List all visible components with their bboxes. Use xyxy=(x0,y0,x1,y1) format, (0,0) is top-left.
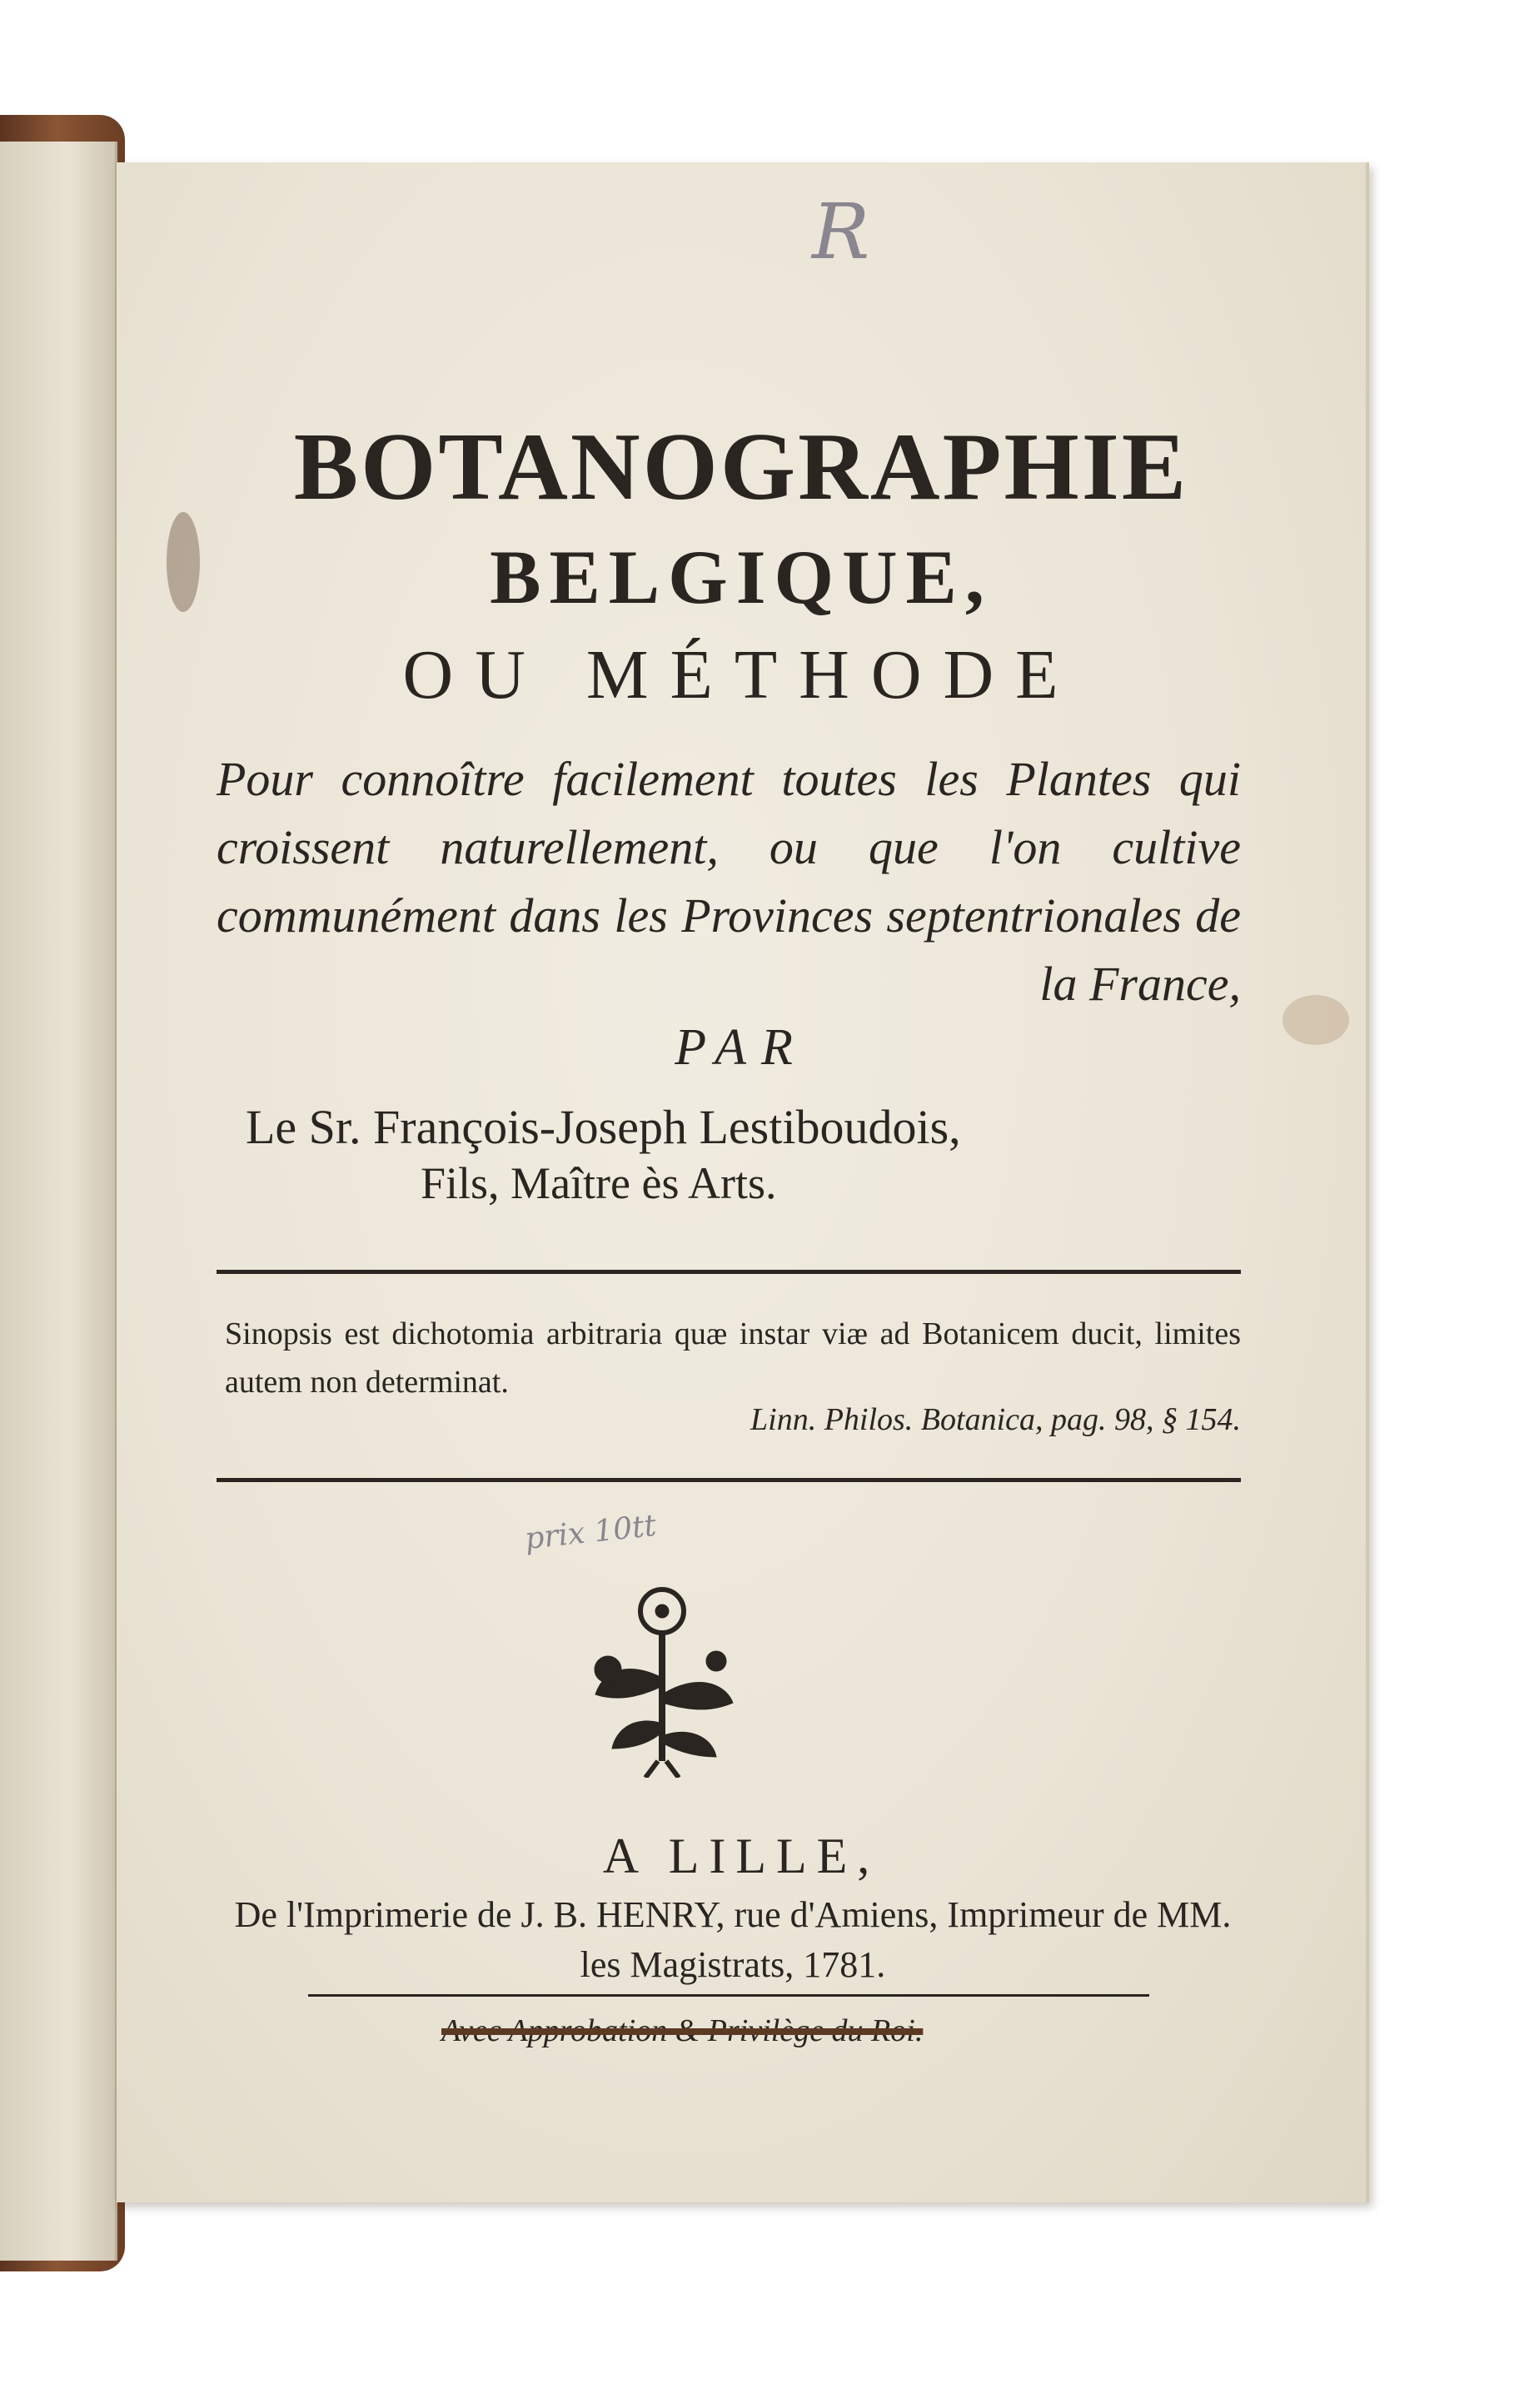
flower-ornament-icon xyxy=(579,1578,745,1778)
epigraph-citation: Linn. Philos. Botanica, pag. 98, § 154. xyxy=(750,1402,1241,1437)
imprint-rule xyxy=(308,1994,1149,1997)
title-line-1: BOTANOGRAPHIE xyxy=(293,414,1189,520)
left-page-edge xyxy=(0,142,117,2261)
place-of-publication: A LILLE, xyxy=(602,1828,880,1883)
title-line-3: OU MÉTHODE xyxy=(402,636,1080,714)
author-title: Fils, Maître ès Arts. xyxy=(421,1158,777,1208)
by-line-label: PAR xyxy=(675,1019,808,1076)
handwritten-price-note: prix 10tt xyxy=(523,1508,658,1557)
subtitle: Pour connoître facilement toutes les Plantes qui croissent naturellement, ou que l'on cultive communément dans les Provinces septentrionales de la France, xyxy=(217,752,1241,1011)
printer-imprint: De l'Imprimerie de J. B. HENRY, rue d'Amiens, Imprimeur de MM. les Magistrats, 1781. xyxy=(234,1894,1232,1985)
epigraph: Sinopsis est dichotomia arbitraria quæ instar viæ ad Botanicem ducit, limites autem non determinat. xyxy=(225,1316,1241,1400)
title-page xyxy=(117,162,1369,2202)
title-line-2: BELGIQUE, xyxy=(490,535,993,619)
handwritten-mark: R xyxy=(812,187,870,276)
divider-top xyxy=(217,1270,1241,1274)
author-name: Le Sr. François-Joseph Lestiboudois, xyxy=(246,1100,961,1154)
privilege-statement-struck: Avec Approbation & Privilège du Roi. xyxy=(441,2013,924,2048)
divider-bottom xyxy=(217,1478,1241,1482)
